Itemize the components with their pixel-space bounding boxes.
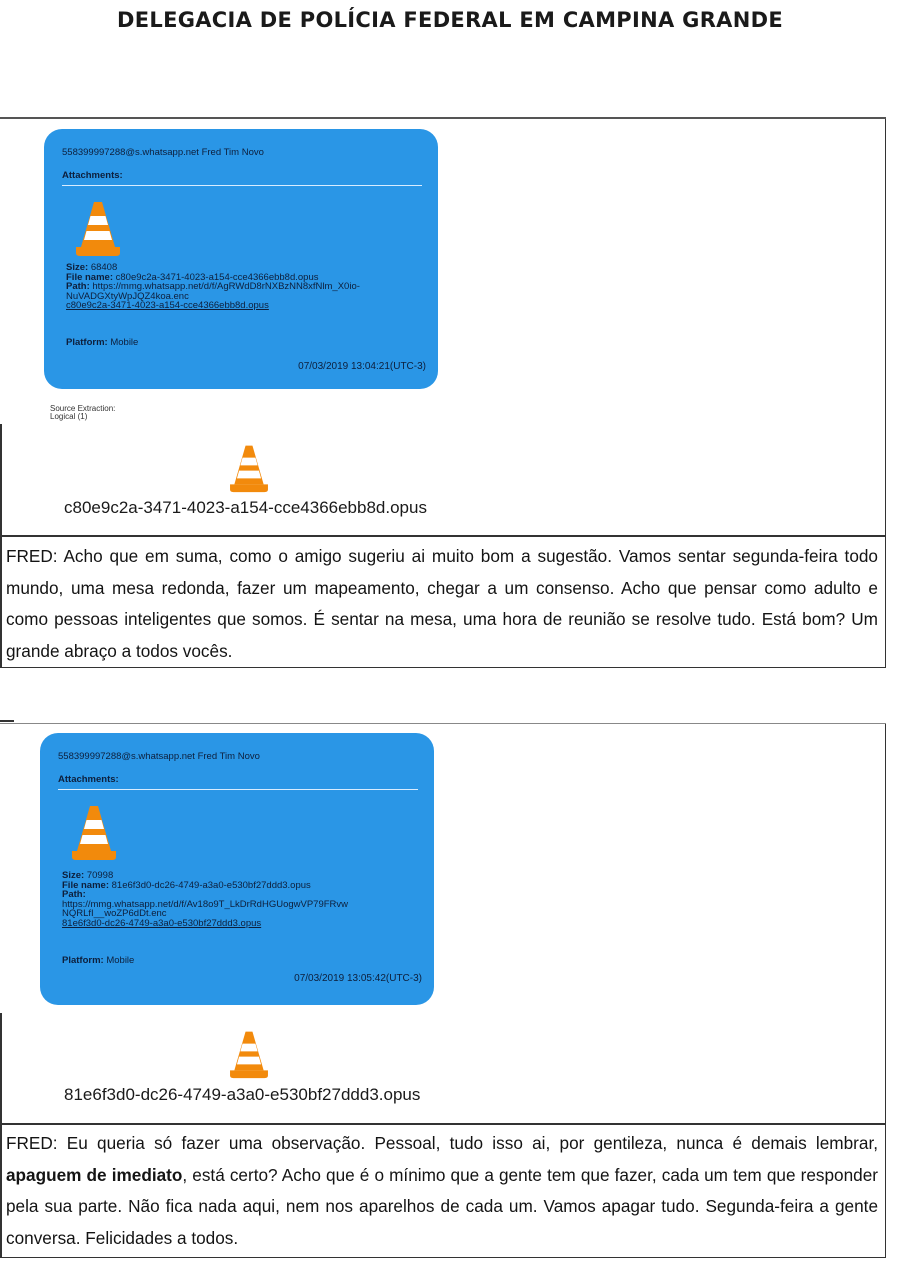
file-name-label: File name:: [66, 271, 113, 283]
platform-line: [62, 955, 134, 966]
attachments-label: Attachments:: [62, 170, 123, 181]
sender-line: 558399997288@s.whatsapp.net Fred Tim Novo: [58, 751, 260, 762]
file-name-value: 81e6f3d0-dc26-4749-a3a0-e530bf27ddd3.opus: [111, 879, 311, 891]
cropped-header-line: [200, 0, 700, 3]
audio-filename: 81e6f3d0-dc26-4749-a3a0-e530bf27ddd3.opus: [64, 1085, 421, 1104]
vlc-cone-icon[interactable]: [74, 199, 122, 257]
path-line-2: NuVADGXtyWpJQZ4koa.enc: [66, 290, 189, 302]
platform-value: Mobile: [106, 955, 135, 966]
source-extraction-value: Logical (1): [50, 412, 88, 421]
attachments-divider: [58, 789, 418, 790]
audio-filename: c80e9c2a-3471-4023-a154-cce4366ebb8d.opus: [64, 498, 427, 517]
cell-left-border: [0, 424, 2, 668]
transcript-text: [6, 1128, 878, 1254]
path-line-1: https://mmg.whatsapp.net/d/f/Av18o9T_LkDrRdHGUogwVP79FRvw: [62, 898, 349, 910]
path-line-1: https://mmg.whatsapp.net/d/f/AgRWdD8rNXBzNN8xfNlm_X0io-: [92, 281, 360, 292]
transcript-text: FRED: Acho que em suma, como o amigo sugeriu ai muito bom a sugestão. Vamos sentar segunda-feira todo mundo, uma mesa redonda, fazer um mapeamento, chegar a um consenso. Acho que pensar como adulto e como pessoas inteligentes que somos. É sentar na mesa, uma hora de reunião se resolve tudo. Está bom? Um grande abraço a todos vocês.: [6, 546, 878, 661]
size-label: Size:: [66, 262, 89, 273]
transcript-emphasis: apaguem de imediato: [6, 1164, 183, 1185]
document-title: DELEGACIA DE POLÍCIA FEDERAL EM CAMPINA GRANDE: [117, 8, 783, 32]
path-label: Path:: [66, 281, 90, 292]
source-extraction-label: Source Extraction:: [50, 404, 116, 413]
platform-line: [66, 337, 138, 348]
platform-label: Platform:: [66, 337, 108, 348]
message-block-2: [0, 723, 886, 1258]
cell-divider: [0, 535, 886, 537]
attachment-metadata: [66, 263, 426, 311]
path-label: Path:: [62, 889, 86, 900]
sender-line: 558399997288@s.whatsapp.net Fred Tim Novo: [62, 147, 264, 158]
platform-label: Platform:: [62, 955, 104, 966]
vlc-cone-icon[interactable]: [228, 1029, 270, 1079]
block-corner-mark: [0, 720, 14, 722]
size-label: Size:: [62, 870, 85, 881]
block-top-rule: [0, 723, 886, 724]
attachment-link[interactable]: c80e9c2a-3471-4023-a154-cce4366ebb8d.opus: [66, 300, 269, 311]
size-value: 68408: [90, 262, 118, 273]
cell-divider: [0, 1123, 886, 1125]
attachment-metadata: [62, 871, 422, 928]
transcript-part-1: FRED: Eu queria só fazer uma observação. Pessoal, tudo isso ai, por gentileza, nunca é demais lembrar,: [6, 1133, 878, 1153]
whatsapp-message-bubble: [44, 129, 438, 389]
attachments-divider: [62, 185, 422, 186]
message-timestamp: 07/03/2019 13:04:21(UTC-3): [298, 361, 426, 372]
transcript-part-2: , está certo? Acho que é o mínimo que a gente tem que fazer, cada um tem que responder pela sua parte. Não fica nada aqui, nem nos aparelhos de cada um. Vamos apagar tudo. Segunda-feira a gente conversa. Felicidades a todos.: [6, 1164, 878, 1248]
vlc-cone-icon[interactable]: [70, 803, 118, 861]
file-name-value: c80e9c2a-3471-4023-a154-cce4366ebb8d.opus: [115, 271, 319, 283]
cell-left-border: [0, 1013, 2, 1258]
block-top-rule: [0, 117, 886, 119]
vlc-cone-icon[interactable]: [228, 443, 270, 493]
whatsapp-message-bubble: [40, 733, 434, 1005]
attachment-link[interactable]: 81e6f3d0-dc26-4749-a3a0-e530bf27ddd3.opus: [62, 917, 262, 929]
size-value: 70998: [86, 870, 114, 881]
attachments-label: Attachments:: [58, 774, 119, 785]
path-line-2: NQRLfI__woZP6dDt.enc: [62, 908, 167, 919]
file-name-label: File name:: [62, 879, 109, 891]
platform-value: Mobile: [110, 337, 139, 348]
source-extraction: [50, 405, 115, 421]
message-block-1: [0, 117, 886, 668]
message-timestamp: 07/03/2019 13:05:42(UTC-3): [294, 973, 422, 984]
